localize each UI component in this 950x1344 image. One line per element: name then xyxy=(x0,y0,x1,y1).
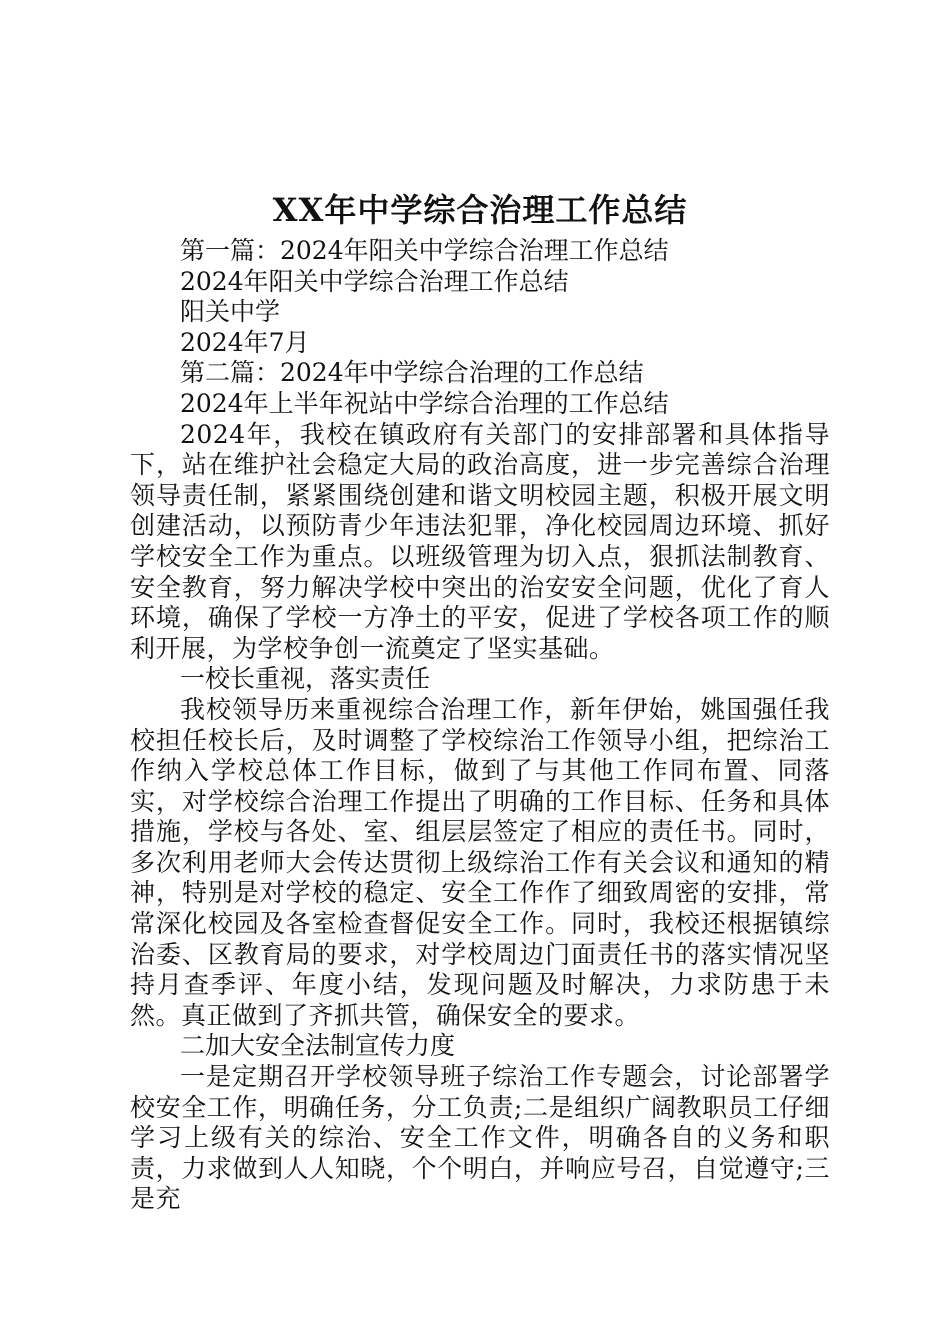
document-title: XX年中学综合治理工作总结 xyxy=(272,191,688,229)
paragraph-section-1: 我校领导历来重视综合治理工作，新年伊始，姚国强任我校担任校长后，及时调整了学校综治工作领导小组，把综治工作纳入学校总体工作目标，做到了与其他工作同布置、同落实，对学校综合治理工作提出了明确的工作目标、任务和具体措施，学校与各处、室、组层层签定了相应的责任书。同时，多次利用老师大会传达贯彻上级综治工作有关会议和通知的精神，特别是对学校的稳定、安全工作作了细致周密的安排，常常深化校园及各室检查督促安全工作。同时，我校还根据镇综治委、区教育局的要求，对学校周边门面责任书的落实情况坚持月查季评、年度小结，发现问题及时解决，力求防患于未然。真正做到了齐抓共管，确保安全的要求。 xyxy=(130,694,830,1030)
paragraph-intro: 2024年，我校在镇政府有关部门的安排部署和具体指导下，站在维护社会稳定大局的政治高度，进一步完善综合治理领导责任制，紧紧围绕创建和谐文明校园主题，积极开展文明创建活动，以预防青少年违法犯罪，净化校园周边环境、抓好学校安全工作为重点。以班级管理为切入点，狠抓法制教育、安全教育，努力解决学校中突出的治安安全问题，优化了育人环境，确保了学校一方净土的平安，促进了学校各项工作的顺利开展，为学校争创一流奠定了坚实基础。 xyxy=(130,419,830,663)
subtitle-part-one: 2024年阳关中学综合治理工作总结 xyxy=(180,266,569,296)
heading-part-two: 第二篇：2024年中学综合治理的工作总结 xyxy=(180,358,644,388)
document-date: 2024年7月 xyxy=(180,327,310,357)
subtitle-part-two: 2024年上半年祝站中学综合治理的工作总结 xyxy=(180,388,669,418)
paragraph-section-2: 一是定期召开学校领导班子综治工作专题会，讨论部署学校安全工作，明确任务，分工负责;二是组织广阔教职员工仔细学习上级有关的综治、安全工作文件，明确各自的义务和职责，力求做到人人知晓，个个明白，并响应号召，自觉遵守;三是充 xyxy=(130,1062,830,1214)
section-heading-1: 一校长重视，落实责任 xyxy=(180,664,431,694)
school-name: 阳关中学 xyxy=(180,297,281,327)
section-heading-2: 二加大安全法制宣传力度 xyxy=(180,1031,456,1061)
heading-part-one: 第一篇：2024年阳关中学综合治理工作总结 xyxy=(180,236,669,265)
document-page xyxy=(130,186,830,1215)
